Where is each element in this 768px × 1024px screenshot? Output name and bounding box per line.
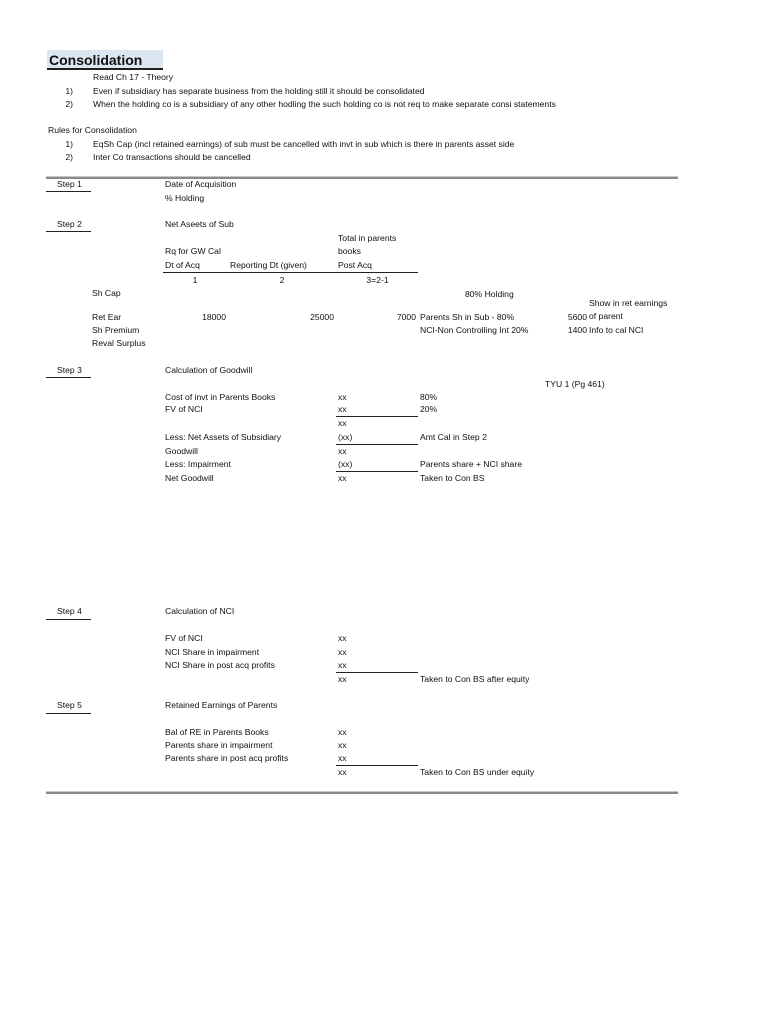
intro-text-1: Even if subsidiary has separate business from the holding still it should be consolidated bbox=[93, 86, 425, 96]
nci-row-2-label: NCI Share in impairment bbox=[165, 647, 260, 657]
step3-underline bbox=[46, 377, 91, 378]
step4-heading: Calculation of NCI bbox=[165, 606, 235, 616]
nci-row-4-note: Taken to Con BS after equity bbox=[420, 674, 530, 684]
step4-underline bbox=[46, 619, 91, 620]
step2-label: Step 2 bbox=[57, 219, 82, 229]
step2-underline bbox=[46, 231, 91, 232]
gw-row-1-note: 80% bbox=[420, 392, 438, 402]
gw-subtotal-line-2 bbox=[336, 444, 418, 445]
row-sh-premium: Sh Premium bbox=[92, 325, 140, 335]
row-sh-cap: Sh Cap bbox=[92, 288, 121, 298]
gw-row-4-label: Less: Net Assets of Subsidiary bbox=[165, 432, 282, 442]
step5-heading: Retained Earnings of Parents bbox=[165, 700, 278, 710]
rule-num-2: 2) bbox=[65, 152, 73, 162]
gw-row-2-label: FV of NCI bbox=[165, 404, 203, 414]
col-num-2: 2 bbox=[279, 275, 285, 285]
step1-line-1: Date of Acquisition bbox=[165, 179, 237, 189]
nci-subtotal-line bbox=[336, 672, 418, 673]
gw-row-2-note: 20% bbox=[420, 404, 438, 414]
gw-subtotal-line-3 bbox=[336, 471, 418, 472]
step1-underline bbox=[46, 191, 91, 192]
gw-row-2-value: xx bbox=[338, 404, 347, 414]
step3-heading: Calculation of Goodwill bbox=[165, 365, 253, 375]
intro-num-2: 2) bbox=[65, 99, 73, 109]
gw-subtotal-line-1 bbox=[336, 416, 418, 417]
re-row-3-label: Parents share in post acq profits bbox=[165, 753, 289, 763]
gw-row-5-label: Goodwill bbox=[165, 446, 198, 456]
show-label-1: Show in ret earnings bbox=[589, 298, 668, 308]
re-row-4-value: xx bbox=[338, 767, 347, 777]
nci-row-1-value: xx bbox=[338, 633, 347, 643]
gw-row-6-value: (xx) bbox=[338, 459, 353, 469]
nci-label: NCI-Non Controlling Int 20% bbox=[420, 325, 529, 335]
re-row-3-value: xx bbox=[338, 753, 347, 763]
nci-row-1-label: FV of NCI bbox=[165, 633, 203, 643]
gw-row-4-value: (xx) bbox=[338, 432, 353, 442]
col-num-3: 3=2-1 bbox=[366, 275, 389, 285]
nci-row-4-value: xx bbox=[338, 674, 347, 684]
gw-row-5-value: xx bbox=[338, 446, 347, 456]
step4-label: Step 4 bbox=[57, 606, 82, 616]
read-note: Read Ch 17 - Theory bbox=[93, 72, 174, 82]
gw-row-7-note: Taken to Con BS bbox=[420, 473, 485, 483]
ret-ear-value-3: 7000 bbox=[396, 312, 416, 322]
page-title: Consolidation bbox=[47, 50, 163, 70]
re-row-2-value: xx bbox=[338, 740, 347, 750]
rules-heading: Rules for Consolidation bbox=[48, 125, 137, 135]
re-row-1-value: xx bbox=[338, 727, 347, 737]
gw-row-4-note: Amt Cal in Step 2 bbox=[420, 432, 487, 442]
show-label-2: of parent bbox=[589, 311, 623, 321]
re-row-4-note: Taken to Con BS under equity bbox=[420, 767, 535, 777]
parents-share-label: Parents Sh in Sub - 80% bbox=[420, 312, 515, 322]
col3-header-2: books bbox=[338, 246, 361, 256]
gw-row-1-label: Cost of invt in Parents Books bbox=[165, 392, 276, 402]
step1-line-2: % Holding bbox=[165, 193, 205, 203]
row-ret-ear: Ret Ear bbox=[92, 312, 122, 322]
step2-header-underline bbox=[163, 272, 418, 273]
rule-num-1: 1) bbox=[65, 139, 73, 149]
nci-row-2-value: xx bbox=[338, 647, 347, 657]
col1-header-2: Dt of Acq bbox=[165, 260, 200, 270]
step5-underline bbox=[46, 713, 91, 714]
intro-text-2: When the holding co is a subsidiary of any other hodling the such holding co is not req to make separate consi statements bbox=[93, 99, 556, 109]
nci-value: 1400 bbox=[567, 325, 587, 335]
holding-label: 80% Holding bbox=[465, 289, 514, 299]
tyu-reference: TYU 1 (Pg 461) bbox=[545, 379, 605, 389]
re-row-1-label: Bal of RE in Parents Books bbox=[165, 727, 269, 737]
section-divider-bottom bbox=[46, 791, 678, 794]
ret-ear-value-2: 25000 bbox=[310, 312, 334, 322]
col2-header-2: Reporting Dt (given) bbox=[230, 260, 307, 270]
re-row-2-label: Parents share in impairment bbox=[165, 740, 273, 750]
nci-row-3-label: NCI Share in post acq profits bbox=[165, 660, 275, 670]
step2-heading: Net Aseets of Sub bbox=[165, 219, 234, 229]
section-divider-top bbox=[46, 176, 678, 179]
parents-share-value: 5600 bbox=[567, 312, 587, 322]
col3-header-3: Post Acq bbox=[338, 260, 372, 270]
step3-label: Step 3 bbox=[57, 365, 82, 375]
gw-row-3-value: xx bbox=[338, 418, 347, 428]
col1-header-1: Rq for GW Cal bbox=[165, 246, 221, 256]
gw-row-7-value: xx bbox=[338, 473, 347, 483]
gw-row-6-label: Less: Impairment bbox=[165, 459, 231, 469]
intro-num-1: 1) bbox=[65, 86, 73, 96]
gw-row-6-note: Parents share + NCI share bbox=[420, 459, 522, 469]
row-reval-surplus: Reval Surplus bbox=[92, 338, 146, 348]
re-subtotal-line bbox=[336, 765, 418, 766]
col3-header-1: Total in parents bbox=[338, 233, 397, 243]
ret-ear-value-1: 18000 bbox=[202, 312, 226, 322]
rule-text-1: EqSh Cap (incl retained earnings) of sub must be cancelled with invt in sub which is there in parents asset side bbox=[93, 139, 515, 149]
nci-note: Info to cal NCI bbox=[589, 325, 644, 335]
step5-label: Step 5 bbox=[57, 700, 82, 710]
gw-row-1-value: xx bbox=[338, 392, 347, 402]
nci-row-3-value: xx bbox=[338, 660, 347, 670]
gw-row-7-label: Net Goodwill bbox=[165, 473, 214, 483]
step1-label: Step 1 bbox=[57, 179, 82, 189]
col-num-1: 1 bbox=[192, 275, 198, 285]
rule-text-2: Inter Co transactions should be cancelled bbox=[93, 152, 251, 162]
